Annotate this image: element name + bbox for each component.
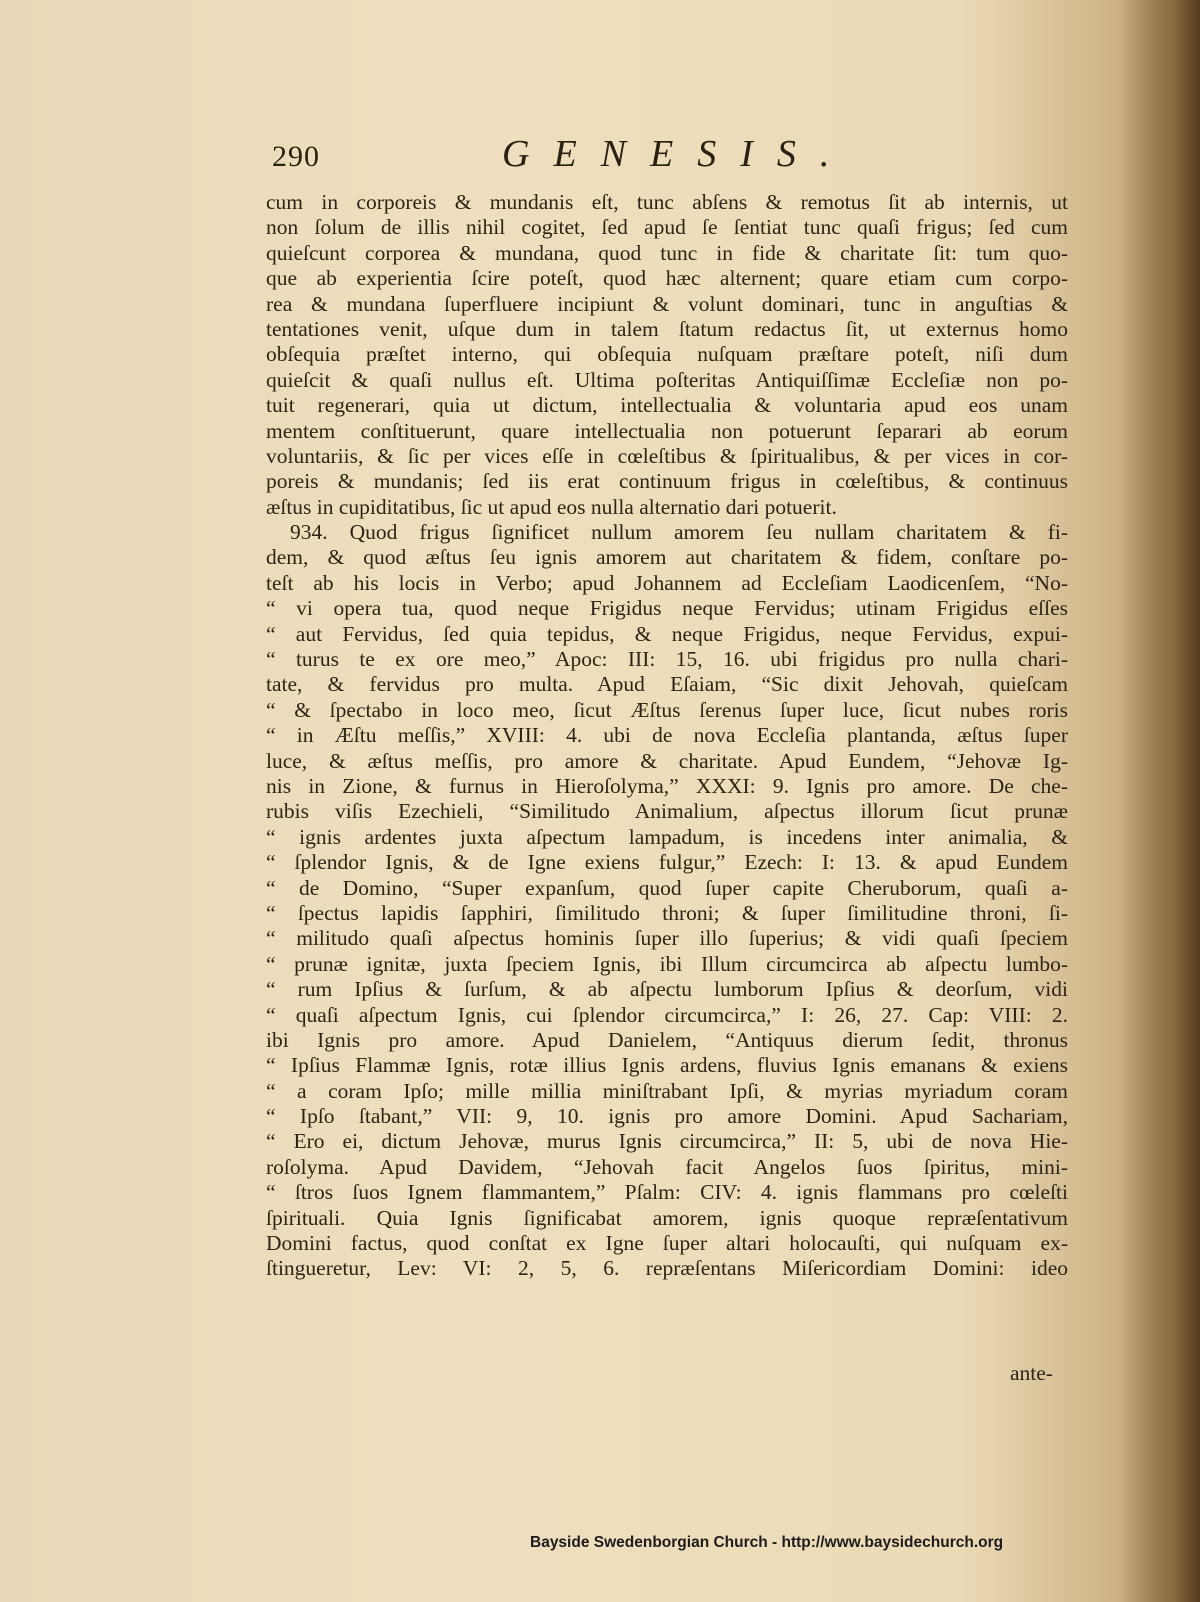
text-line: “ ſplendor Ignis, & de Igne exiens fulgur,” Ezech: I: 13. & apud Eundem (266, 850, 1068, 875)
text-line: dem, & quod æſtus ſeu ignis amorem aut charitatem & fidem, conſtare po- (266, 545, 1068, 570)
text-line: 934. Quod frigus ſignificet nullum amorem ſeu nullam charitatem & fi- (290, 520, 1068, 545)
text-line: “ militudo quaſi aſpectus hominis ſuper illo ſuperius; & vidi quaſi ſpeciem (266, 926, 1068, 951)
body-text (266, 190, 1068, 1282)
text-line: rubis viſis Ezechieli, “Similitudo Animalium, aſpectus illorum ſicut prunæ (266, 799, 1068, 824)
text-line: “ turus te ex ore meo,” Apoc: III: 15, 16. ubi frigidus pro nulla chari- (266, 647, 1068, 672)
text-line: “ Ero ei, dictum Jehovæ, murus Ignis circumcirca,” II: 5, ubi de nova Hie- (266, 1129, 1068, 1154)
page-number: 290 (272, 140, 320, 173)
text-line: luce, & æſtus meſſis, pro amore & charitate. Apud Eundem, “Jehovæ Ig- (266, 748, 1068, 773)
text-line: Domini factus, quod conſtat ex Igne ſuper altari holocauſti, qui nuſquam ex- (266, 1231, 1068, 1256)
text-line: rea & mundana ſuperfluere incipiunt & volunt dominari, tunc in anguſtias & (266, 291, 1068, 316)
text-line: poreis & mundanis; ſed iis erat continuum frigus in cœleſtibus, & continuus (266, 469, 1068, 494)
text-line: non ſolum de illis nihil cogitet, ſed apud ſe ſentiat tunc quaſi frigus; ſed cum (266, 215, 1068, 240)
footer-credit: Bayside Swedenborgian Church - http://www.baysidechurch.org (530, 1534, 1004, 1551)
text-line: “ ſpectus lapidis ſapphiri, ſimilitudo throni; & ſuper ſimilitudine throni, ſi- (266, 900, 1068, 925)
text-line: “ prunæ ignitæ, juxta ſpeciem Ignis, ibi Illum circumcirca ab aſpectu lumbo- (266, 951, 1068, 976)
page-edge-shadow (1120, 0, 1200, 1602)
text-line: obſequia præſtet interno, qui obſequia nuſquam præſtare poteſt, niſi dum (266, 342, 1068, 367)
text-line: nis in Zione, & furnus in Hieroſolyma,” XXXI: 9. Ignis pro amore. De che- (266, 773, 1068, 798)
text-line: “ Ipſius Flammæ Ignis, rotæ illius Ignis ardens, fluvius Ignis emanans & exiens (266, 1053, 1068, 1078)
text-line: “ rum Ipſius & ſurſum, & ab aſpectu lumborum Ipſius & deorſum, vidi (266, 977, 1068, 1002)
text-line: roſolyma. Apud Davidem, “Jehovah facit Angelos ſuos ſpiritus, mini- (266, 1154, 1068, 1179)
text-line: “ de Domino, “Super expanſum, quod ſuper capite Cheruborum, quaſi a- (266, 875, 1068, 900)
text-line: “ ignis ardentes juxta aſpectum lampadum, is incedens inter animalia, & (266, 824, 1068, 849)
text-line: “ quaſi aſpectum Ignis, cui ſplendor circumcirca,” I: 26, 27. Cap: VIII: 2. (266, 1002, 1068, 1027)
text-line: tate, & fervidus pro multa. Apud Eſaiam, “Sic dixit Jehovah, quieſcam (266, 672, 1068, 697)
text-line: “ ſtros ſuos Ignem flammantem,” Pſalm: CIV: 4. ignis flammans pro cœleſti (266, 1180, 1068, 1205)
text-line: que ab experientia ſcire poteſt, quod hæc alternent; quare etiam cum corpo- (266, 266, 1068, 291)
text-line: “ vi opera tua, quod neque Frigidus neque Fervidus; utinam Frigidus eſſes (266, 596, 1068, 621)
text-line: “ & ſpectabo in loco meo, ſicut Æſtus ſerenus ſuper luce, ſicut nubes roris (266, 697, 1068, 722)
text-line: “ Ipſo ſtabant,” VII: 9, 10. ignis pro amore Domini. Apud Sachariam, (266, 1104, 1068, 1129)
text-line: “ aut Fervidus, ſed quia tepidus, & neque Frigidus, neque Fervidus, expui- (266, 621, 1068, 646)
text-line: teſt ab his locis in Verbo; apud Johannem ad Eccleſiam Laodicenſem, “No- (266, 570, 1068, 595)
text-line: “ in Æſtu meſſis,” XVIII: 4. ubi de nova Eccleſia plantanda, æſtus ſuper (266, 723, 1068, 748)
text-line: ſtingueretur, Lev: VI: 2, 5, 6. repræſentans Miſericordiam Domini: ideo (266, 1256, 1068, 1281)
text-line: tuit regenerari, quia ut dictum, intellectualia & voluntaria apud eos unam (266, 393, 1068, 418)
text-line: voluntariis, & ſic per vices eſſe in cœleſtibus & ſpiritualibus, & per vices in cor- (266, 443, 1068, 468)
text-line: mentem conſtituerunt, quare intellectualia non potuerunt ſeparari ab eorum (266, 418, 1068, 443)
catchword: ante- (1010, 1361, 1053, 1385)
text-line: tentationes venit, uſque dum in talem ſtatum redactus ſit, ut externus homo (266, 316, 1068, 341)
text-line: ibi Ignis pro amore. Apud Danielem, “Antiquus dierum ſedit, thronus (266, 1027, 1068, 1052)
running-title: GENESIS. (502, 133, 854, 175)
text-line: quieſcunt corporea & mundana, quod tunc in fide & charitate ſit: tum quo- (266, 240, 1068, 265)
text-line: quieſcit & quaſi nullus eſt. Ultima poſteritas Antiquiſſimæ Eccleſiæ non po- (266, 367, 1068, 392)
text-line: “ a coram Ipſo; mille millia miniſtrabant Ipſi, & myrias myriadum coram (266, 1078, 1068, 1103)
text-line: ſpirituali. Quia Ignis ſignificabat amorem, ignis quoque repræſentativum (266, 1205, 1068, 1230)
text-line: cum in corporeis & mundanis eſt, tunc abſens & remotus ſit ab internis, ut (266, 190, 1068, 214)
page-header (272, 132, 1072, 182)
text-line: æſtus in cupiditatibus, ſic ut apud eos nulla alternatio dari potuerit. (266, 494, 837, 519)
